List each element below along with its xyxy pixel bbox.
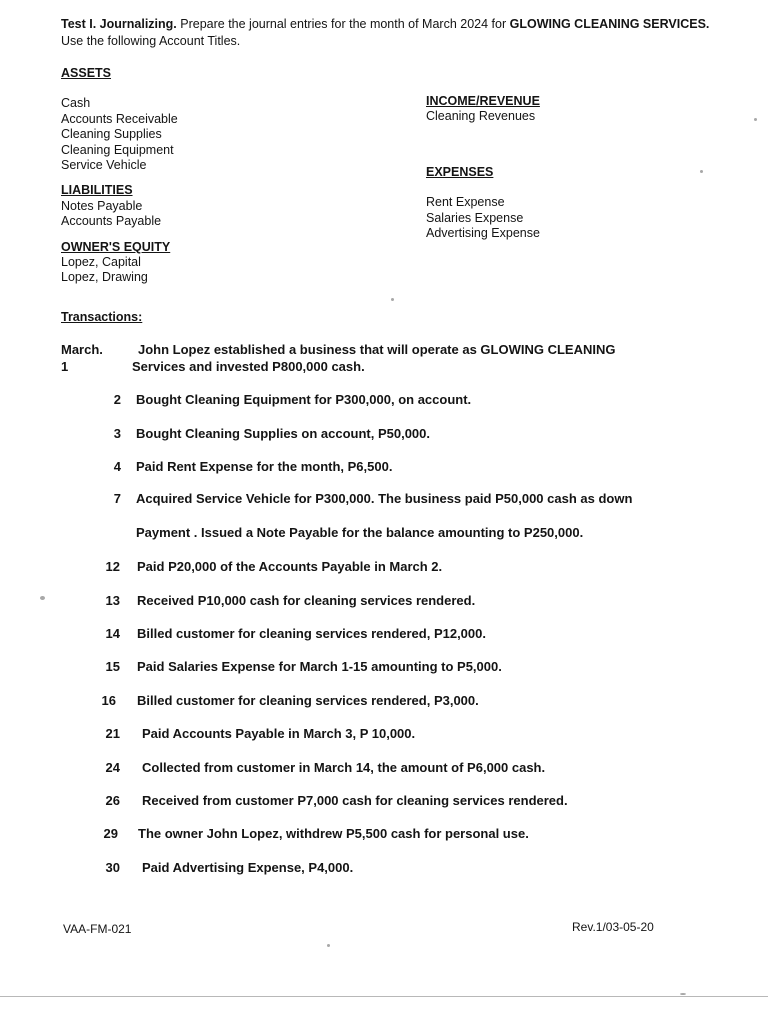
account-title: Cleaning Equipment [61,142,174,157]
revenue-heading: INCOME/REVENUE [426,94,540,108]
transaction-text: The owner John Lopez, withdrew P5,500 cash for personal use. [138,826,529,841]
account-title: Cleaning Supplies [61,127,162,142]
transaction-text: Paid Advertising Expense, P4,000. [142,860,354,875]
instruction-text: Prepare the journal entries for the month of March 2024 for [180,17,507,31]
account-title: Advertising Expense [426,226,540,241]
transaction-text: Billed customer for cleaning services rendered, P12,000. [137,626,486,641]
revision-code: Rev.1/03-05-20 [572,920,654,934]
equity-heading: OWNER'S EQUITY [61,239,171,254]
transaction-text: Received P10,000 cash for cleaning services rendered. [137,593,476,608]
company-name: GLOWING CLEANING SERVICES. [509,17,710,31]
scan-speck [391,298,394,301]
transaction-date: 29 [103,826,118,841]
transaction-date: 4 [113,459,121,474]
page-edge-rule [0,996,768,997]
transaction-text: Payment . Issued a Note Payable for the balance amounting to P250,000. [136,525,584,540]
liabilities-list [61,199,361,230]
account-title: Accounts Receivable [61,111,178,126]
transaction-date: 3 [113,426,121,441]
scan-speck [680,993,686,995]
account-title: Lopez, Drawing [61,270,148,285]
transaction-text: Paid Salaries Expense for March 1-15 amounting to P5,000. [137,659,502,674]
liabilities-heading: LIABILITIES [61,183,133,198]
account-title: Notes Payable [61,198,143,213]
transaction-date: 30 [105,860,120,875]
transaction-date: 2 [113,392,121,407]
scan-speck [327,944,330,947]
account-title: Salaries Expense [426,210,524,225]
transaction-text: Bought Cleaning Supplies on account, P50,000. [136,426,430,441]
assets-list [61,96,361,173]
transaction-date: 26 [105,793,120,808]
account-title: Cash [61,96,91,111]
transaction-date: 15 [105,659,120,674]
transaction-date: 16 [101,693,116,708]
transaction-text: Paid Accounts Payable in March 3, P 10,000. [142,726,416,741]
assets-heading: ASSETS [61,66,112,80]
transaction-text: Billed customer for cleaning services rendered, P3,000. [137,693,479,708]
transaction-date: March. 1 [61,342,103,374]
scan-speck [700,170,703,173]
expenses-list [426,195,726,241]
account-titles-right [426,94,726,241]
account-title: Accounts Payable [61,214,162,229]
account-title: Cleaning Revenues [426,109,536,124]
account-titles-left [61,66,361,286]
instructions [61,16,711,50]
form-code: VAA-FM-021 [63,922,132,936]
revenue-list [426,109,726,124]
transaction-date: 13 [105,593,120,608]
scan-speck [40,596,45,600]
expenses-heading: EXPENSES [426,164,494,179]
scan-speck [754,118,757,121]
transaction-date: 14 [105,626,120,641]
transaction-date: 21 [105,726,120,741]
transaction-text: Bought Cleaning Equipment for P300,000, on account. [136,392,472,407]
transaction-date: 12 [105,559,120,574]
account-title: Service Vehicle [61,158,147,173]
transaction-text: Acquired Service Vehicle for P300,000. The business paid P50,000 cash as down [136,491,633,506]
transaction-text: John Lopez established a business that will operate as GLOWING CLEANING [138,342,616,357]
account-title: Rent Expense [426,195,505,210]
account-title: Lopez, Capital [61,255,141,270]
instruction-text-2: Use the following Account Titles. [61,34,241,48]
transactions-heading: Transactions: [61,310,143,324]
transaction-date: 7 [113,491,121,506]
transaction-date: 24 [105,760,120,775]
transaction-text: Paid Rent Expense for the month, P6,500. [136,459,393,474]
transaction-text: Services and invested P800,000 cash. [132,359,365,374]
transaction-text: Collected from customer in March 14, the amount of P6,000 cash. [142,760,546,775]
test-label: Test I. Journalizing. [61,17,177,31]
transaction-text: Paid P20,000 of the Accounts Payable in March 2. [137,559,443,574]
equity-list [61,255,361,286]
transaction-text: Received from customer P7,000 cash for cleaning services rendered. [142,793,568,808]
